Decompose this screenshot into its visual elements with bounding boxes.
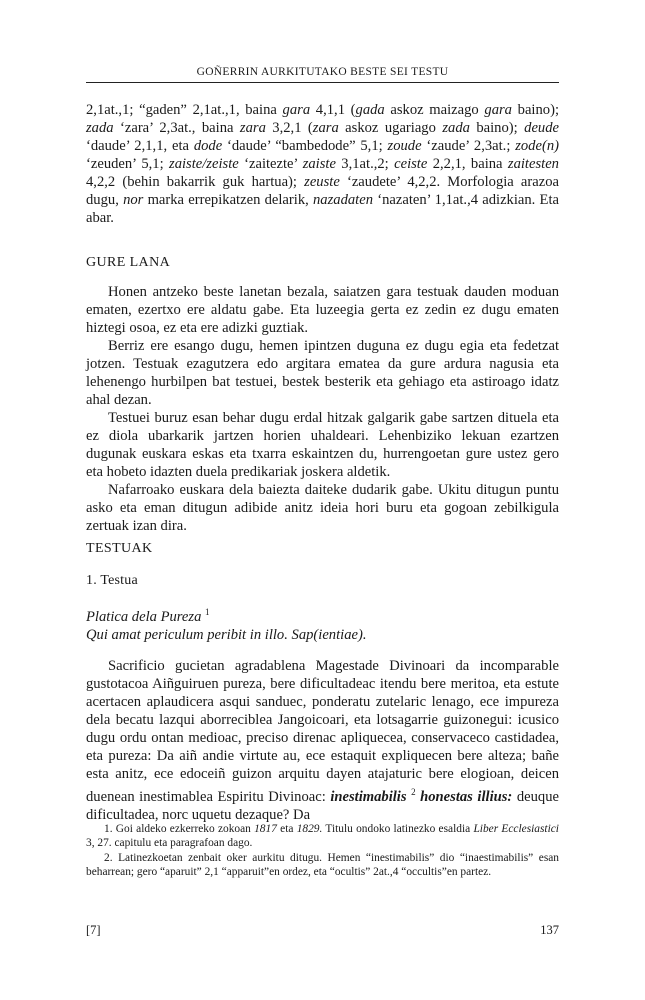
italic-term: ceiste <box>394 156 428 172</box>
text-run: eta <box>276 823 297 835</box>
italic-term: zada <box>86 120 114 136</box>
text-run: askoz maizago <box>384 102 485 118</box>
italic-term: nazadaten <box>313 192 373 208</box>
paragraph-end: deuque dificultadea, norc uquetu dezaque? Da <box>86 788 559 823</box>
italic-term: dode <box>193 138 223 154</box>
paragraph: Honen antzeko beste lanetan bezala, saiatzen gara testuak dauden moduan ematen, ezertxo ere aldatu gabe. Eta luzeegia gerta ez zedin ez dugu ematen hiztegi osoa, ez eta ere adizki guztiak. <box>86 284 559 336</box>
footnote-ref-2: 2 <box>411 787 416 797</box>
italic-term: gada <box>355 102 385 118</box>
paragraph-start: Sacrificio gucietan agradablena Magestade Divinoari da incomparable gustotacoa Aiñguiruen pureza, bere dificultadeac itendu bere meritoa, eta estute acertacen aplaudicera asqui sanduec, ponderatu zutelaric lenago, ece impureza dela becatu lazqui aborreciblea Jangoicoari, eta lotsagarrie guizonegui: icusico dugu ordu ontan medioac, preciso direnac apliquecea, conservaceco castidadea, eta pureza: Da aiñ andie virtute au, ece estaquit expliquecen bere alteza; bañe esta anitz, ece edoceiñ guizon arquitu dayen atajaturic bere elogioan, deicen duenean inestimablea Espiritu Divinoac: <box>86 658 559 805</box>
text-run: 4,1,1 ( <box>310 102 356 118</box>
section-heading-testuak: TESTUAK <box>86 541 153 556</box>
intro-paragraph <box>86 101 559 227</box>
italic-term: Liber Ecclesiastici <box>473 823 559 835</box>
footnote-1 <box>86 822 559 850</box>
italic-term: deude <box>524 120 559 136</box>
footnote-2 <box>86 851 559 879</box>
text-run: marka errepikatzen delarik, <box>143 192 313 208</box>
intro-paragraph-text <box>86 101 559 227</box>
italic-term: gara <box>282 102 311 118</box>
text-run: ‘daude’ “bambedode” 5,1; <box>222 138 388 154</box>
text-title-quote <box>86 626 559 644</box>
text-run: baino); <box>511 102 559 118</box>
testua-1-body <box>86 657 559 824</box>
italic-term: nor <box>123 192 144 208</box>
paragraph: Nafarroako euskara dela baiezta daiteke dudarik gabe. Ukitu ditugun puntu asko eta eman ditugun adibide anitz ideia hori buru eta gogoan zebilkigula zertuak izan dira. <box>86 482 559 534</box>
text-run: baino); <box>469 120 525 136</box>
page-number: 137 <box>540 923 559 937</box>
text-run: ‘zaitezte’ <box>238 156 303 172</box>
italic-term: zara <box>312 120 339 136</box>
italic-term: zeuste <box>304 174 340 190</box>
italic-term: gara <box>484 102 512 118</box>
text-title-block <box>86 603 559 644</box>
latin-quote-2: honestas illius: <box>420 788 513 805</box>
footnote-ref-1: 1 <box>205 607 210 617</box>
text-run: askoz ugariago <box>338 120 443 136</box>
text-run: 3,2,1 ( <box>265 120 313 136</box>
italic-term: zaiste <box>302 156 336 172</box>
italic-term: zaitesten <box>507 156 559 172</box>
footnotes <box>86 822 559 880</box>
text-title <box>86 603 559 626</box>
text-run: 2,1at.,1; “gaden” 2,1at.,1, baina <box>86 102 283 118</box>
text-title-line2: Qui amat periculum peribit in illo. Sap(ientiae). <box>86 626 367 643</box>
text-run: 2. Latinezkoetan zenbait oker aurkitu ditugu. Hemen “inestimabilis” dio “inaestimabilis” esan beharrean; gero “aparuit” 2,1 “apparuit”en ordez, eta “ocultis” 2at.,4 “occultis”en partez. <box>86 852 559 878</box>
text-run: ‘zaudete’ 4,2,2. Morfologia arazoa dugu, <box>86 174 559 208</box>
text-run: 3, 27. capitulu eta paragrafoan dago. <box>86 837 253 849</box>
text-run: 1. Goi aldeko ezkerreko zokoan <box>104 823 255 835</box>
text-run: ‘zeuden’ 5,1; <box>86 156 170 172</box>
header-rule <box>86 82 559 83</box>
paragraph: Testuei buruz esan behar dugu erdal hitzak galgarik gabe sartzen dituela eta ez diola ubarkarik jartzen horien uhaldeari. Lehenbiziko lekuan ezartzen dugunak euskara eskas eta txarra eskaintzen du, hurrengoetan gure ustez gero eta hobeto idazten duela predikariak joskera aldetik. <box>86 410 559 480</box>
italic-term: 1817 <box>254 823 277 835</box>
subsection-heading: 1. Testua <box>86 573 138 588</box>
text-run: ‘daude’ 2,1,1, eta <box>86 138 194 154</box>
italic-term: zaiste/zeiste <box>169 156 239 172</box>
paragraph: Berriz ere esango dugu, hemen ipintzen duguna ez dugu egia eta fedetzat jotzen. Testuak ezagutzera edo argitara ematea da gure ardura nagusia eta lehenengo hurbilpen bat testuei, bestek besterik eta gehiago eta astiroago idatz ahal dezan. <box>86 338 559 408</box>
italic-term: zode(n) <box>515 138 559 154</box>
text-run: 2,2,1, baina <box>427 156 508 172</box>
running-head: GOÑERRIN AURKITUTAKO BESTE SEI TESTU <box>196 66 449 78</box>
italic-term: zoude <box>387 138 422 154</box>
section-gure-lana-body <box>86 283 559 535</box>
italic-term: zada <box>442 120 470 136</box>
text-run: Titulu ondoko latinezko esaldia <box>322 823 474 835</box>
section-heading-gure-lana: GURE LANA <box>86 255 171 270</box>
italic-term: 1829. <box>296 823 323 835</box>
text-run: ‘zara’ 2,3at., baina <box>113 120 240 136</box>
folio-bracket: [7] <box>86 923 101 937</box>
text-run: ‘zaude’ 2,3at.; <box>421 138 516 154</box>
paragraph <box>86 657 559 824</box>
text-run: ‘nazaten’ 1,1at.,4 adizkian. Eta abar. <box>86 192 559 226</box>
text-run: 4,2,2 (behin bakarrik guk hartua); <box>86 174 305 190</box>
latin-quote: inestimabilis <box>330 788 407 805</box>
text-title-line1: Platica dela Pureza <box>86 608 202 625</box>
italic-term: zara <box>239 120 266 136</box>
text-run: 3,1at.,2; <box>335 156 395 172</box>
